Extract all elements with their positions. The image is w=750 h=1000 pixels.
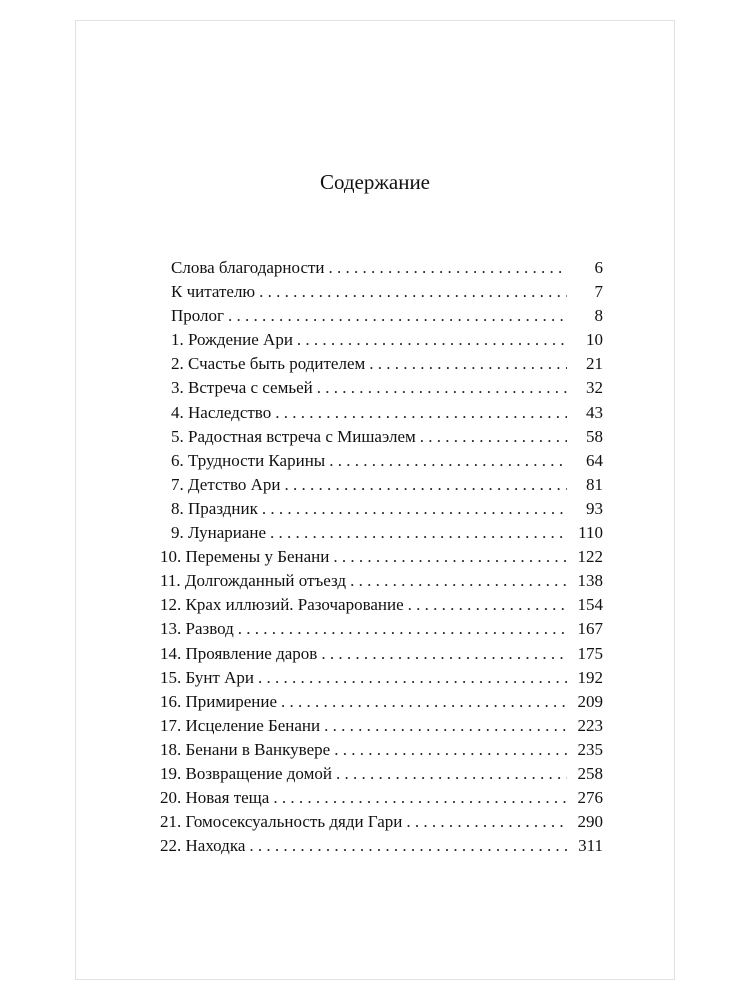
toc-entry[interactable] — [0, 666, 750, 690]
toc-entry-line — [160, 762, 603, 786]
toc-entry[interactable] — [0, 545, 750, 569]
toc-entry-page-number: 58 — [586, 426, 603, 446]
toc-entry-page-number: 7 — [594, 282, 603, 302]
toc-entry-line — [160, 714, 603, 738]
dot-leader — [369, 352, 567, 376]
toc-entry-line — [160, 666, 603, 690]
toc-entry-line — [160, 786, 603, 810]
toc-entry-label: 6. Трудности Карины — [171, 450, 326, 470]
dot-leader — [228, 304, 567, 328]
toc-entry-page-number: 235 — [577, 739, 603, 759]
toc-entry[interactable] — [0, 642, 750, 666]
dot-leader — [281, 690, 567, 714]
toc-entry[interactable] — [0, 593, 750, 617]
dot-leader — [317, 376, 567, 400]
toc-entry-label: 3. Встреча с семьей — [171, 378, 313, 398]
dot-leader — [262, 497, 567, 521]
toc-entry-label: 7. Детство Ари — [171, 474, 281, 494]
toc-entry-page-number: 43 — [586, 402, 603, 422]
toc-entry[interactable] — [0, 690, 750, 714]
toc-entry-page-number: 138 — [577, 571, 603, 591]
dot-leader — [270, 521, 567, 545]
dot-leader — [350, 569, 567, 593]
toc-entry-page-number: 154 — [577, 595, 603, 615]
toc-entry-line — [160, 642, 603, 666]
toc-entry-label: 8. Праздник — [171, 498, 258, 518]
dot-leader — [259, 280, 567, 304]
toc-entry-label: Пролог — [171, 306, 225, 326]
toc-entry-label: 14. Проявление даров — [160, 643, 318, 663]
toc-entry-line — [160, 690, 603, 714]
toc-entry[interactable] — [0, 256, 750, 280]
dot-leader — [275, 401, 567, 425]
toc-entry-page-number: 209 — [577, 691, 603, 711]
toc-entry-page-number: 290 — [577, 812, 603, 832]
dot-leader — [238, 617, 567, 641]
toc-entry-page-number: 21 — [586, 354, 603, 374]
dot-leader — [336, 762, 567, 786]
toc-entry-line — [160, 545, 603, 569]
toc-entry-page-number: 81 — [586, 474, 603, 494]
toc-entry-page-number: 276 — [577, 788, 603, 808]
toc-entry-label: 15. Бунт Ари — [160, 667, 254, 687]
dot-leader — [329, 449, 567, 473]
toc-entry-page-number: 122 — [577, 547, 603, 567]
toc-entry-label: 20. Новая теща — [160, 788, 270, 808]
toc-title: Содержание — [319, 170, 431, 194]
dot-leader — [329, 256, 567, 280]
toc-entry[interactable] — [0, 304, 750, 328]
toc-entry-line — [171, 328, 603, 352]
toc-entry-page-number: 8 — [594, 306, 603, 326]
toc-entry-page-number: 64 — [586, 450, 603, 470]
toc-entry-line — [171, 376, 603, 400]
toc-entry[interactable] — [0, 569, 750, 593]
toc-entry-label: К читателю — [171, 282, 256, 302]
toc-entry-label: 5. Радостная встреча с Мишаэлем — [171, 426, 416, 446]
toc-entry-line — [171, 497, 603, 521]
toc-entry[interactable] — [0, 376, 750, 400]
dot-leader — [406, 810, 567, 834]
toc-entry[interactable] — [0, 617, 750, 641]
toc-entry[interactable] — [0, 521, 750, 545]
toc-entry-line — [160, 738, 603, 762]
toc-entry-page-number: 167 — [577, 619, 603, 639]
dot-leader — [273, 786, 567, 810]
toc-entry-page-number: 223 — [577, 715, 603, 735]
toc-entry-line — [160, 593, 603, 617]
toc-entry-page-number: 258 — [577, 763, 603, 783]
toc-entry-line — [171, 352, 603, 376]
toc-entry-label: Слова благодарности — [171, 258, 325, 277]
toc-entry-label: 16. Примирение — [160, 691, 278, 711]
toc-entry[interactable] — [0, 810, 750, 834]
toc-entry-line — [171, 521, 603, 545]
toc-entry-label: 11. Долгожданный отъезд — [160, 571, 347, 591]
dot-leader — [249, 834, 567, 858]
dot-leader — [285, 473, 568, 497]
toc-entry-page-number: 311 — [578, 836, 603, 856]
toc-entry-line — [171, 425, 603, 449]
table-of-contents — [0, 256, 750, 858]
toc-entry-page-number: 93 — [586, 498, 603, 518]
toc-entry-label: 21. Гомосексуальность дяди Гари — [160, 812, 403, 832]
toc-entry-label: 18. Бенани в Ванкувере — [160, 739, 331, 759]
toc-entry[interactable] — [0, 352, 750, 376]
toc-entry[interactable] — [0, 473, 750, 497]
toc-entry-page-number: 6 — [594, 258, 603, 277]
toc-entry-line — [160, 834, 603, 858]
dot-leader — [408, 593, 567, 617]
toc-entry-line — [160, 810, 603, 834]
dot-leader — [420, 425, 567, 449]
toc-entry-line — [171, 401, 603, 425]
toc-entry[interactable] — [0, 425, 750, 449]
toc-entry-line — [171, 473, 603, 497]
toc-entry-line — [160, 569, 603, 593]
toc-entry-label: 17. Исцеление Бенани — [160, 715, 321, 735]
dot-leader — [321, 642, 567, 666]
toc-entry-page-number: 10 — [586, 330, 603, 350]
dot-leader — [334, 738, 567, 762]
toc-entry-page-number: 175 — [577, 643, 603, 663]
toc-entry-label: 13. Развод — [160, 619, 234, 639]
toc-entry[interactable] — [0, 762, 750, 786]
toc-entry[interactable] — [0, 786, 750, 810]
toc-entry-label: 1. Рождение Ари — [171, 330, 293, 350]
toc-entry[interactable] — [0, 714, 750, 738]
toc-entry-label: 19. Возвращение домой — [160, 763, 332, 783]
toc-entry-line — [160, 617, 603, 641]
toc-entry[interactable] — [0, 280, 750, 304]
toc-entry-label: 12. Крах иллюзий. Разочарование — [160, 595, 404, 615]
toc-entry-page-number: 32 — [586, 378, 603, 398]
toc-entry[interactable] — [0, 449, 750, 473]
toc-entry-line — [171, 256, 603, 280]
toc-entry-label: 4. Наследство — [171, 402, 272, 422]
dot-leader — [258, 666, 567, 690]
dot-leader — [297, 328, 567, 352]
toc-entry-label: 2. Счастье быть родителем — [171, 354, 366, 374]
toc-entry-line — [171, 280, 603, 304]
toc-entry[interactable] — [0, 738, 750, 762]
toc-entry-label: 10. Перемены у Бенани — [160, 547, 330, 567]
toc-entry-line — [171, 304, 603, 328]
toc-entry-line — [171, 449, 603, 473]
toc-entry[interactable] — [0, 328, 750, 352]
toc-entry-label: 9. Лунариане — [171, 523, 267, 543]
toc-entry-label: 22. Находка — [160, 836, 246, 856]
toc-entry-page-number: 110 — [578, 523, 603, 543]
toc-entry-page-number: 192 — [577, 667, 603, 687]
toc-entry[interactable] — [0, 834, 750, 858]
dot-leader — [333, 545, 567, 569]
toc-entry[interactable] — [0, 497, 750, 521]
toc-entry[interactable] — [0, 401, 750, 425]
dot-leader — [324, 714, 567, 738]
